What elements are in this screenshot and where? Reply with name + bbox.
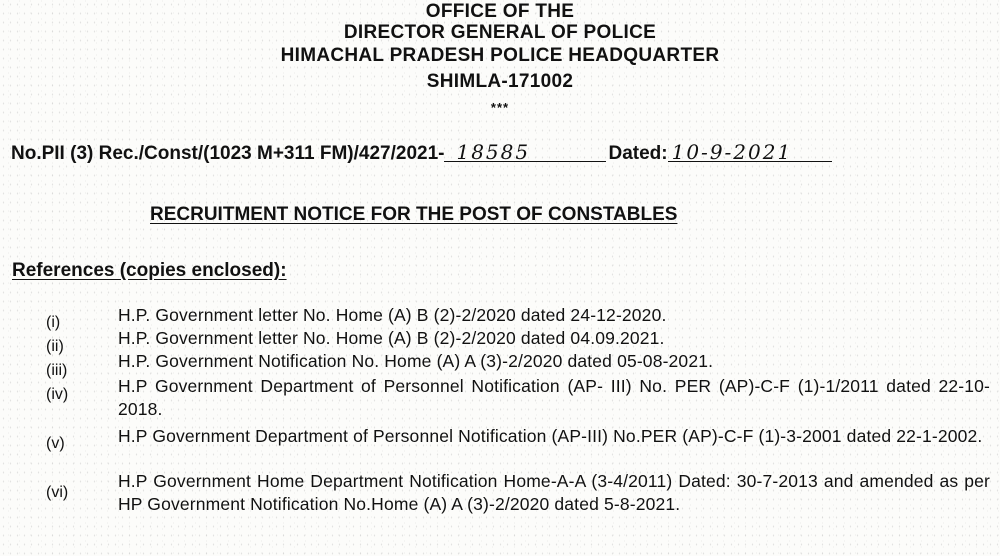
reference-item-text: H.P Government Department of Personnel Notification (AP- III) No. PER (AP)-C-F (1)-1/2011 dated 22-10-2018. bbox=[118, 376, 990, 419]
handwritten-reference-number: 18585 bbox=[444, 143, 606, 162]
letterhead-headquarter: HIMACHAL PRADESH POLICE HEADQUARTER bbox=[280, 45, 720, 66]
reference-item-number: (iv) bbox=[46, 386, 69, 403]
letterhead-city: SHIMLA-171002 bbox=[426, 71, 574, 92]
reference-item-number: (ii) bbox=[46, 338, 64, 355]
reference-item-number: (v) bbox=[46, 435, 65, 452]
notice-title: RECRUITMENT NOTICE FOR THE POST OF CONSTABLES bbox=[150, 204, 678, 225]
letterhead-office: OFFICE OF THE bbox=[425, 1, 575, 22]
letterhead-separator: *** bbox=[490, 100, 510, 115]
dated-label: Dated: bbox=[608, 143, 668, 164]
reference-item-text: H.P. Government letter No. Home (A) B (2)-2/2020 dated 24-12-2020. bbox=[118, 305, 667, 325]
handwritten-date: 10-9-2021 bbox=[668, 143, 832, 162]
reference-item-number: (i) bbox=[46, 314, 61, 331]
reference-item-text: H.P Government Department of Personnel Notification (AP-III) No.PER (AP)-C-F (1)-3-2001 dated 22-1-2002. bbox=[118, 426, 983, 446]
reference-number-prefix: No.PII (3) Rec./Const/(1023 M+311 FM)/427/2021- bbox=[11, 143, 445, 164]
reference-item-text: H.P. Government letter No. Home (A) B (2)-2/2020 dated 04.09.2021. bbox=[118, 328, 665, 348]
reference-item-number: (vi) bbox=[46, 484, 69, 501]
letterhead-director: DIRECTOR GENERAL OF POLICE bbox=[343, 22, 657, 43]
references-heading: References (copies enclosed): bbox=[12, 260, 287, 281]
reference-item-number: (iii) bbox=[46, 362, 68, 379]
reference-line bbox=[11, 140, 832, 165]
reference-item-text: H.P. Government Notification No. Home (A) A (3)-2/2020 dated 05-08-2021. bbox=[118, 351, 714, 371]
reference-item-text: H.P Government Home Department Notification Home-A-A (3-4/2011) Dated: 30-7-2013 and amended as per HP Government Notification No.Home (A) A (3)-2/2020 dated 5-8-2021. bbox=[118, 471, 990, 514]
